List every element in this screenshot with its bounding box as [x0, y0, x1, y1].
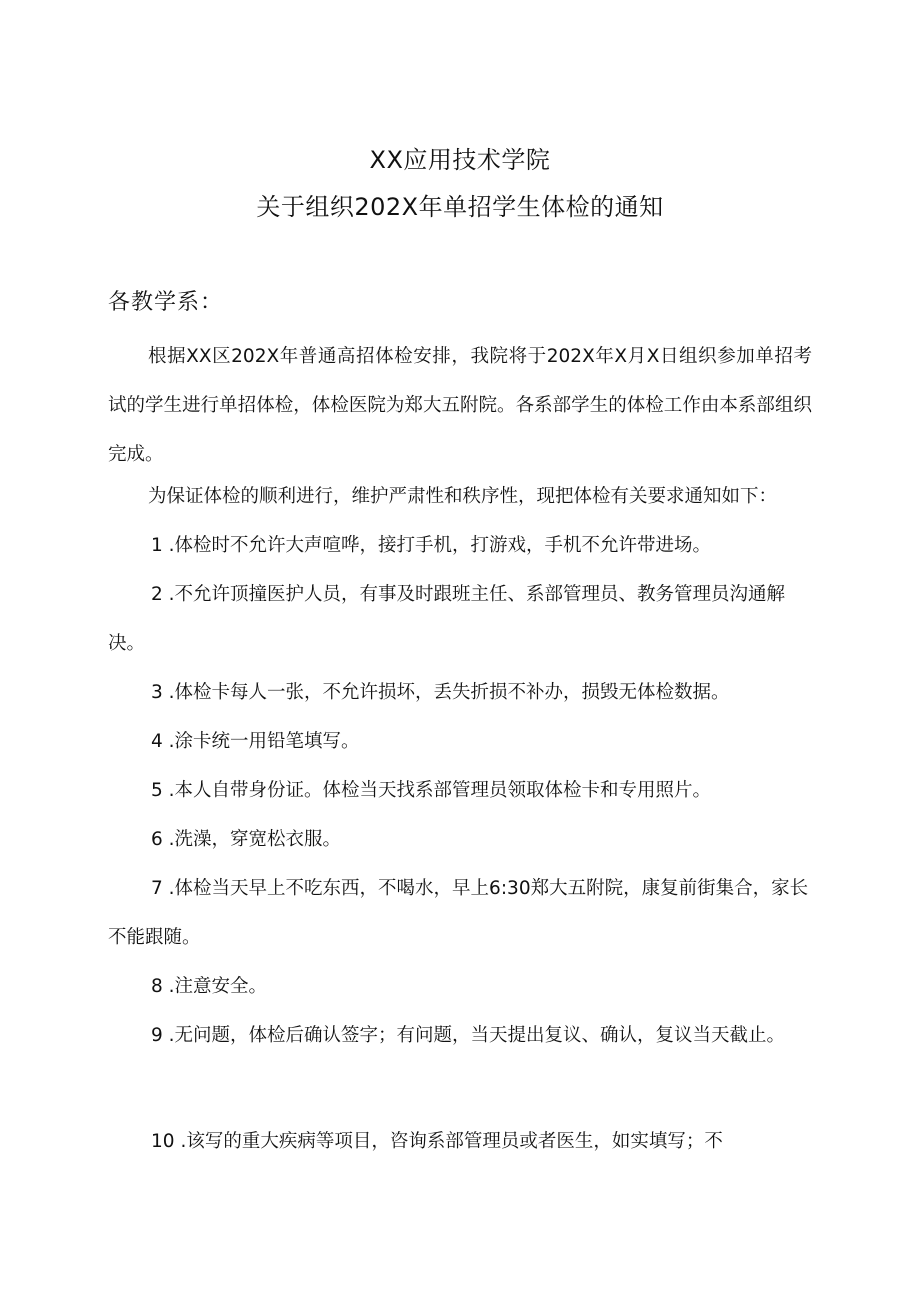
item-number: 2	[151, 584, 163, 605]
list-item	[108, 717, 812, 766]
salutation: 各教学系：	[108, 290, 224, 315]
list-item	[108, 962, 812, 1011]
list-item	[108, 1011, 812, 1060]
list-item	[108, 570, 812, 668]
item-number: 10	[151, 1131, 175, 1152]
item-text: .体检时不允许大声喧哗，接打手机，打游戏，手机不允许带进场。	[168, 535, 712, 556]
requirements-intro: 为保证体检的顺利进行，维护严肃性和秩序性，现把体检有关要求通知如下：	[148, 486, 778, 507]
item-text: .无问题，体检后确认签字；有问题，当天提出复议、确认，复议当天截止。	[168, 1025, 786, 1046]
list-item	[108, 668, 812, 717]
list-item	[108, 864, 812, 962]
item-number: 7	[151, 878, 163, 899]
item-text: .该写的重大疾病等项目，咨询系部管理员或者医生，如实填写；不	[180, 1131, 723, 1152]
list-item	[108, 766, 812, 815]
list-item	[108, 521, 812, 570]
item-number: 8	[151, 976, 163, 997]
item-text: .洗澡，穿宽松衣服。	[168, 829, 342, 850]
item-number: 6	[151, 829, 163, 850]
item-number: 3	[151, 682, 163, 703]
item-number: 1	[151, 535, 163, 556]
intro-paragraph: 根据XX区202X年普通高招体检安排，我院将于202X年X月X日组织参加单招考试的学生进行单招体检，体检医院为郑大五附院。各系部学生的体检工作由本系部组织完成。	[108, 346, 812, 465]
item-text: .体检当天早上不吃东西，不喝水，早上6:30郑大五附院，康复前街集合，家长不能跟随。	[108, 878, 809, 948]
item-number: 9	[151, 1025, 163, 1046]
document-title-subject: 关于组织202X年单招学生体检的通知	[256, 193, 664, 221]
list-item	[108, 1117, 812, 1166]
list-item	[108, 815, 812, 864]
item-text: .涂卡统一用铅笔填写。	[168, 731, 360, 752]
item-text: .体检卡每人一张，不允许损坏，丢失折损不补办，损毁无体检数据。	[168, 682, 730, 703]
item-text: .不允许顶撞医护人员，有事及时跟班主任、系部管理员、教务管理员沟通解决。	[108, 584, 786, 654]
item-number: 4	[151, 731, 163, 752]
item-text: .注意安全。	[168, 976, 268, 997]
item-text: .本人自带身份证。体检当天找系部管理员领取体检卡和专用照片。	[168, 780, 712, 801]
document-title-org: XX应用技术学院	[369, 146, 551, 174]
item-number: 5	[151, 780, 163, 801]
